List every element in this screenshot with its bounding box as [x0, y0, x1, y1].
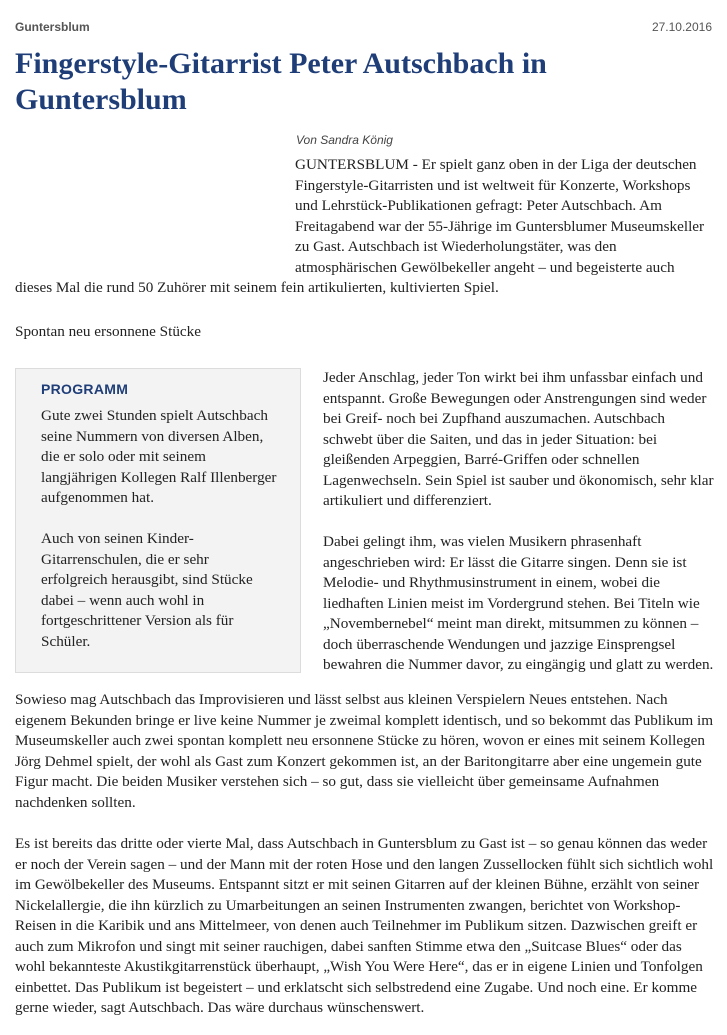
intro-paragraph: GUNTERSBLUM - Er spielt ganz oben in der Liga der deutschen Fingerstyle-Gitarristen und ist weltweit für Konzerte, Workshops und Lehrstück-Publikationen gefragt: Peter Autschbach. Am Freitagabend war der 55-Jährige im Guntersblumer Museumskeller zu Gast. Autschbach ist Wiederholungstäter, was den atmosphärischen Gewölbekeller angeht – und begeisterte auch dieses Mal die rund 50 Zuhörer mit seinem fein artikulierten, kultivierten Spiel.: [15, 156, 705, 296]
infobox-paragraph: Auch von seinen Kinder-Gitarrenschulen, die er sehr erfolgreich herausgibt, sind Stücke dabei – wenn auch wohl in fortgeschrittener Version als für Schüler.: [41, 530, 253, 650]
article-paragraph: Es ist bereits das dritte oder vierte Mal, dass Autschbach in Guntersblum zu Gast ist – so genau können das weder er noch der Verein sagen – und der Mann mit der roten Hose und den langen Zussellocken fühlt sich sichtlich wohl im Gewölbekeller des Museums. Entspannt sitzt er mit seinen Gitarren auf der kleinen Bühne, erzählt von seiner Nickelallergie, die ihn kürzlich zu Umarbeitungen an seinen Instrumenten zwangen, berichtet von Workshop-Reisen in die Karibik und ans Mittelmeer, von denen auch Teilnehmer im Publikum sitzen. Dazwischen greift er auch zum Mikrofon und singt mit seiner rauchigen, dabei sanften Stimme etwa den „Suitcase Blues“ oder das wohl bekannteste Akustikgitarrenstück überhaupt, „Wish You Were Here“, das er in eigene Linien und Tonfolgen einbettet. Das Publikum ist begeistert – und erklatscht sich selbstredend eine Zugabe. Und noch eine. Er komme gerne wieder, sagt Autschbach. Das wäre durchaus wünschenswert.: [15, 835, 714, 1016]
intro-section: [15, 155, 715, 299]
article-paragraph: Jeder Anschlag, jeder Ton wirkt bei ihm unfassbar einfach und entspannt. Große Bewegungen oder Anstrengungen sind weder bei Greif- noch bei Zupfhand auszumachen. Autschbach schwebt über die Saiten, und das in jeder Situation: bei gleißenden Arpeggien, Barré-Griffen oder schnellen Lagenwechseln. Sein Spiel ist sauber und ökonomisch, sehr klar artikuliert und differenziert.: [323, 369, 714, 509]
publish-date: 27.10.2016: [651, 20, 712, 34]
infobox-title: PROGRAMM: [41, 381, 129, 397]
intro-indent-spacer: [15, 155, 295, 275]
location-label: Guntersblum: [15, 20, 90, 34]
infobox-paragraph: Gute zwei Stunden spielt Autschbach seine Nummern von diversen Alben, die er solo oder mit seinem langjährigen Kollegen Ralf Illenberger aufgenommen hat.: [41, 407, 277, 506]
subheading: Spontan neu ersonnene Stücke: [15, 323, 202, 340]
article-paragraph: Dabei gelingt ihm, was vielen Musikern phrasenhaft angeschrieben wird: Er lässt die Gitarre singen. Denn sie ist Melodie- und Rhythmusinstrument in einem, wobei die liedhaften Linien meist im Vordergrund stehen. Bei Titeln wie „Novembernebel“ meint man direkt, mitsummen zu können – doch überraschende Wendungen und jazzige Einsprengsel bewahren die Nummer davor, zu eingängig und glatt zu werden.: [323, 533, 714, 673]
article-title: Fingerstyle-Gitarrist Peter Autschbach in Guntersblum: [15, 47, 547, 116]
program-infobox: [15, 368, 301, 673]
author-byline: Von Sandra König: [296, 133, 393, 147]
article-paragraph: Sowieso mag Autschbach das Improvisieren und lässt selbst aus kleinen Verspielern Neues entstehen. Nach eigenem Bekunden bringe er live keine Nummer je zweimal komplett identisch, und so bekommt das Publikum im Museumskeller auch zwei spontan komplett neu ersonnene Stücke zu hören, wovon er eines mit seinem Kollegen Jörg Dehmel spielt, der wohl als Gast zum Konzert gekommen ist, an der Baritongitarre aber eine ungemein gute Figur macht. Die beiden Musiker verstehen sich – so gut, dass sie vielleicht über gemeinsame Aufnahmen nachdenken sollten.: [15, 691, 714, 811]
middle-section: [15, 368, 715, 696]
